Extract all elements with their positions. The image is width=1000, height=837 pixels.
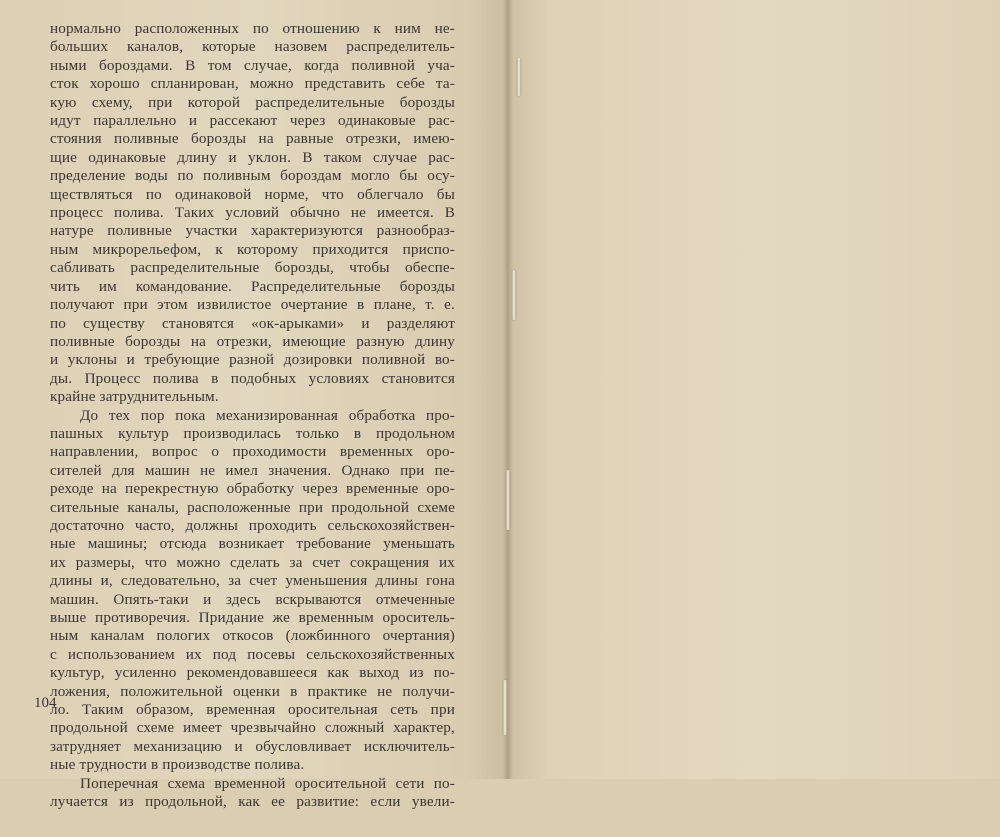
text-line: процесс полива. Таких условий обычно не имеется. В <box>50 204 455 222</box>
text-line: ным микрорельефом, к которому приходится приспо- <box>50 240 455 258</box>
text-line: щие одинаковые длину и уклон. В таком случае рас- <box>50 148 455 166</box>
text-line: машин. Опять-таки и здесь вскрываются отмеченные <box>50 590 455 608</box>
text-line: ществляться по одинаковой норме, что облегчало бы <box>50 185 455 203</box>
text-line: и уклоны и требующие разной дозировки поливной во- <box>50 351 455 369</box>
text-line: лучается из продольной, как ее развитие: если увели- <box>50 793 455 811</box>
book-gutter <box>503 0 513 779</box>
text-line: крайне затруднительным. <box>50 388 219 406</box>
text-line: их размеры, что можно сделать за счет сокращения их <box>50 553 455 571</box>
text-line: культур, усиленно рекомендовавшееся как выход из по- <box>50 664 455 682</box>
right-page <box>508 0 1000 779</box>
staple-2 <box>512 270 516 320</box>
text-line: Поперечная схема временной оросительной сети по- <box>80 774 455 792</box>
text-line: сток хорошо спланирован, можно представить себе та- <box>50 75 455 93</box>
text-line: выше противоречия. Придание же временным ороситель- <box>50 609 455 626</box>
left-page <box>0 0 508 811</box>
text-line: чить им командование. Распределительные борозды <box>50 277 455 295</box>
left-page-text <box>50 20 455 811</box>
text-line: продольной схеме имеет чрезвычайно сложный характер, <box>50 719 455 737</box>
text-line: ными бороздами. В том случае, когда поливной уча- <box>50 56 455 74</box>
text-line: идут параллельно и рассекают через одинаковые рас- <box>50 112 455 130</box>
text-line: направлении, вопрос о проходимости временных оро- <box>50 443 455 461</box>
text-line: До тех пор пока механизированная обработка про- <box>80 406 455 424</box>
staple-4 <box>503 680 507 735</box>
staple-1 <box>517 58 521 96</box>
text-line: достаточно часто, должны проходить сельскохозяйствен- <box>50 516 455 534</box>
text-line: кую схему, при которой распределительные борозды <box>50 93 455 111</box>
text-line: реходе на перекрестную обработку через временные оро- <box>50 480 455 498</box>
text-line: ды. Процесс полива в подобных условиях становится <box>50 369 455 387</box>
text-line: ло. Таким образом, временная оросительная сеть при <box>50 701 455 719</box>
text-line: получают при этом извилистое очертание в плане, т. е. <box>50 296 455 314</box>
text-line: пашных культур производилась только в продольном <box>50 424 455 442</box>
text-line: сительные каналы, расположенные при продольной схеме <box>50 498 455 516</box>
text-line: ложения, положительной оценки в практике не получи- <box>50 682 455 700</box>
text-line: длины и, следовательно, за счет уменьшения длины гона <box>50 572 455 590</box>
text-line: стояния поливные борозды на равные отрезки, имею- <box>50 130 455 148</box>
text-line: сабливать распределительные борозды, чтобы обеспе- <box>50 259 455 277</box>
text-line: больших каналов, которые назовем распределитель- <box>50 38 455 56</box>
text-line: ные трудности в производстве полива. <box>50 756 305 774</box>
text-line: сителей для машин не имел значения. Однако при пе- <box>50 461 455 479</box>
text-line: ные машины; отсюда возникает требование уменьшать <box>50 535 455 553</box>
text-line: затрудняет механизацию и обусловливает исключитель- <box>50 737 455 755</box>
text-line: поливные борозды на отрезки, имеющие разную длину <box>50 332 455 350</box>
staple-3 <box>506 470 510 530</box>
text-line: ным каналам пологих откосов (ложбинного очертания) <box>50 627 455 645</box>
page-number-left: 104 <box>34 695 57 711</box>
text-line: натуре поливные участки характеризуются разнообраз- <box>50 222 455 240</box>
text-line: по существу становятся «ок-арыками» и разделяют <box>50 314 455 332</box>
text-line: с использованием их под посевы сельскохозяйственных <box>50 645 455 663</box>
text-line: пределение воды по поливным бороздам могло бы осу- <box>50 167 455 185</box>
text-line: нормально расположенных по отношению к ним не- <box>50 20 455 37</box>
